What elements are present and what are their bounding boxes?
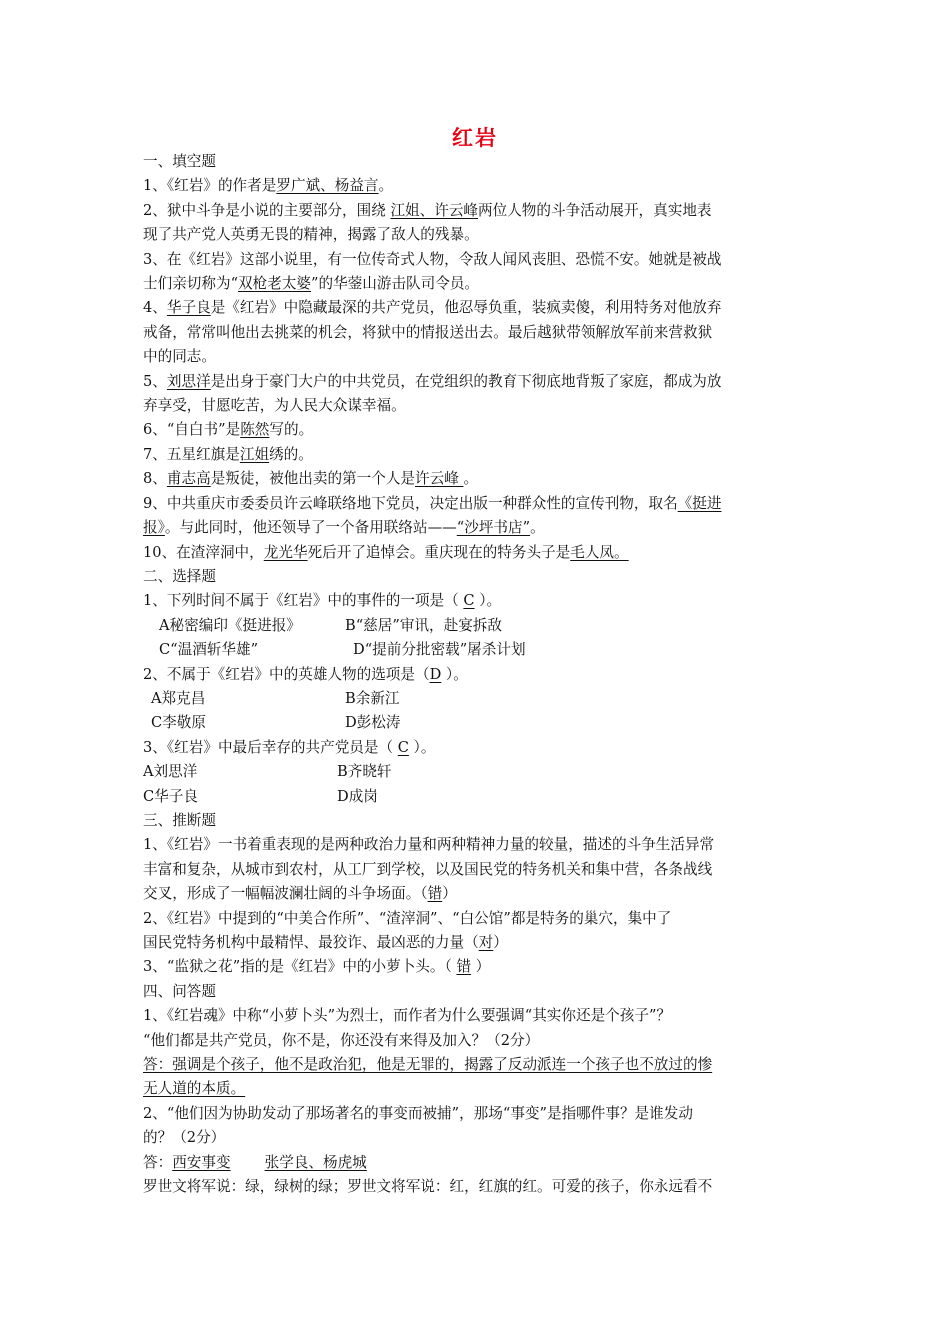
option-d: D成岗 xyxy=(337,787,378,805)
option-a: A郑克昌 xyxy=(151,689,206,707)
question-1-2-cont: 现了共产党人英勇无畏的精神，揭露了敌人的残暴。 xyxy=(143,226,479,244)
answer: “沙坪书店” xyxy=(456,519,531,537)
answer: 对 xyxy=(478,934,494,951)
question-2-3: 3、《红岩》中最后幸存的共产党员是（ C ）。 xyxy=(143,738,436,756)
options-row xyxy=(143,614,808,638)
option-c: C李敬原 xyxy=(151,714,206,732)
answer: 刘思洋 xyxy=(166,372,211,390)
question-1-4: 4、华子良是《红岩》中隐藏最深的共产党员，他忍辱负重，装疯卖傻，利用特务对他放弃 xyxy=(143,299,722,317)
answer: 罗广斌、杨益言 xyxy=(276,177,379,195)
question-1-9-cont: 报》。与此同时，他还领导了一个备用联络站——“沙坪书店”。 xyxy=(143,519,545,537)
options-row xyxy=(143,687,808,711)
answer: C xyxy=(397,738,409,756)
question-4-1: 1、《红岩魂》中称“小萝卜头”为烈士，而作者为什么要强调“其实你还是个孩子”？ xyxy=(143,1007,672,1025)
page-title: 红岩 xyxy=(452,125,498,150)
question-1-4-cont: 戒备，常常叫他出去挑菜的机会，将狱中的情报送出去。最后越狱带领解放军前来营救狱 xyxy=(143,323,713,341)
question-1-9: 9、中共重庆市委委员许云峰联络地下党员，决定出版一种群众性的宣传刊物，取名《挺进 xyxy=(143,494,722,512)
question-1-8: 8、甫志高是叛徒，被他出卖的第一个人是许云峰 。 xyxy=(143,470,479,488)
question-1-5-cont: 弃享受，甘愿吃苦，为人民大众谋幸福。 xyxy=(143,397,406,415)
option-a: A刘思洋 xyxy=(143,763,198,781)
answer: 陈然 xyxy=(240,421,270,439)
answer: 许云峰 xyxy=(415,470,464,488)
question-2-1: 1、下列时间不属于《红岩》中的事件的一项是（ C ）。 xyxy=(143,592,502,610)
section-heading-fill-in: 一、填空题 xyxy=(143,153,216,170)
answer: 《挺进 xyxy=(677,494,722,512)
answer: 西安事变 xyxy=(172,1153,231,1171)
question-3-2-cont: 国民党特务机构中最精悍、最狡诈、最凶恶的力量（对） xyxy=(143,934,508,951)
question-1-7: 7、五星红旗是江姐绣的。 xyxy=(143,445,313,463)
options-row xyxy=(143,760,808,784)
options-row xyxy=(143,785,808,809)
answer: 错 xyxy=(427,885,443,903)
option-d: D彭松涛 xyxy=(345,714,401,732)
question-1-1: 1、《红岩》的作者是罗广斌、杨益言。 xyxy=(143,177,394,195)
question-3-1-cont2: 交叉，形成了一幅幅波澜壮阔的斗争场面。（错） xyxy=(143,885,457,903)
question-4-2: 2、“他们因为协助发动了那场著名的事变而被捕”，那场“事变”是指哪件事？是谁发动 xyxy=(143,1104,693,1122)
question-1-10: 10、在渣滓洞中，龙光华死后开了追悼会。重庆现在的特务头子是毛人凤。 xyxy=(143,543,629,561)
answer: 龙光华 xyxy=(263,543,308,561)
question-3-2: 2、《红岩》中提到的“中美合作所”、“渣滓洞”、“白公馆”都是特务的巢穴，集中了 xyxy=(143,909,672,927)
section-heading-judgement: 三、推断题 xyxy=(143,811,216,829)
answer: 报》 xyxy=(143,519,165,537)
question-3-3: 3、“监狱之花”指的是《红岩》中的小萝卜头。（ 错 ） xyxy=(143,958,491,976)
document-body xyxy=(143,150,808,1199)
option-d: D“提前分批密载”屠杀计划 xyxy=(353,641,526,659)
answer-4-1-cont: 无人道的本质。 xyxy=(143,1080,246,1098)
question-3-1: 1、《红岩》一书着重表现的是两种政治力量和两种精神力量的较量，描述的斗争生活异常 xyxy=(143,836,715,854)
question-4-1-cont: “他们都是共产党员，你不是，你还没有来得及加入？（2分） xyxy=(143,1031,540,1049)
answer: 错 xyxy=(456,958,472,976)
answer: 甫志高 xyxy=(166,470,211,488)
question-1-3-cont: 士们亲切称为“双枪老太婆”的华蓥山游击队司令员。 xyxy=(143,275,480,293)
answer-4-2: 答：西安事变 张学良、杨虎城 xyxy=(143,1153,367,1171)
options-row xyxy=(143,711,808,735)
section-heading-choice: 二、选择题 xyxy=(143,567,216,585)
question-1-3: 3、在《红岩》这部小说里，有一位传奇式人物，令敌人闻风丧胆、恐慌不安。她就是被战 xyxy=(143,250,722,268)
answer: 张学良、杨虎城 xyxy=(264,1153,367,1171)
answer: 江姐、许云峰 xyxy=(390,201,479,219)
answer: 毛人凤。 xyxy=(570,543,629,561)
question-4-3: 罗世文将军说：绿，绿树的绿；罗世文将军说：红，红旗的红。可爱的孩子，你永远看不 xyxy=(143,1178,713,1196)
question-4-2-cont: 的？（2分） xyxy=(143,1129,226,1147)
option-b: B齐晓轩 xyxy=(337,763,392,781)
option-b: B余新江 xyxy=(345,689,400,707)
option-a: A秘密编印《挺进报》 xyxy=(159,616,301,634)
question-1-2: 2、狱中斗争是小说的主要部分，围绕 江姐、许云峰两位人物的斗争活动展开，真实地表 xyxy=(143,201,712,219)
answer: D xyxy=(429,665,442,683)
answer: C xyxy=(463,592,475,610)
question-1-4-cont2: 中的同志。 xyxy=(143,348,216,366)
question-2-2: 2、不属于《红岩》中的英雄人物的选项是（D ）。 xyxy=(143,665,468,683)
section-heading-qa: 四、问答题 xyxy=(143,982,216,1000)
option-b: B“慈居”审讯，赴宴拆敌 xyxy=(345,616,502,634)
question-1-5: 5、刘思洋是出身于豪门大户的中共党员，在党组织的教育下彻底地背叛了家庭，都成为放 xyxy=(143,372,722,390)
answer-4-1: 答：强调是个孩子，他不是政治犯，他是无罪的，揭露了反动派连一个孩子也不放过的惨 xyxy=(143,1056,713,1074)
answer: 双枪老太婆 xyxy=(238,275,312,293)
option-c: C“温酒斩华雄” xyxy=(159,641,259,659)
option-c: C华子良 xyxy=(143,787,198,805)
question-1-6: 6、“自白书”是陈然写的。 xyxy=(143,421,314,439)
options-row xyxy=(143,638,808,662)
answer: 华子良 xyxy=(166,299,211,317)
question-3-1-cont: 丰富和复杂，从城市到农村，从工厂到学校，以及国民党的特务机关和集中营，各条战线 xyxy=(143,860,713,878)
answer: 江姐 xyxy=(239,445,270,463)
